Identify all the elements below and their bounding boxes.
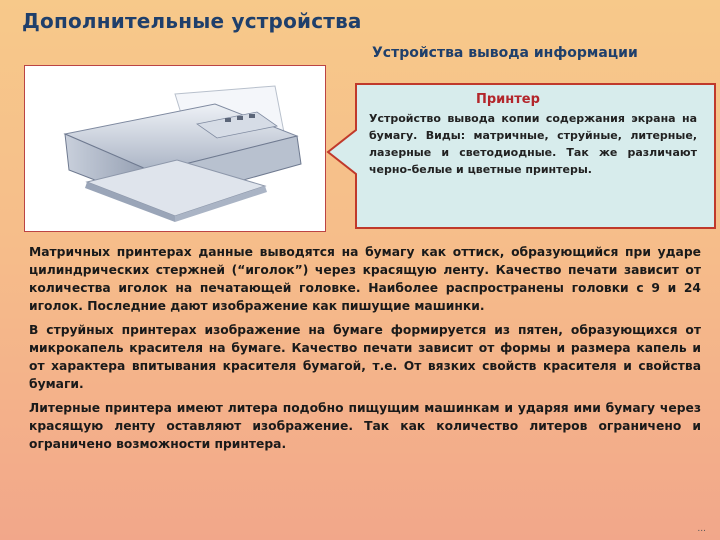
printer-callout <box>326 82 717 230</box>
paragraph-matrix: Матричных принтерах данные выводятся на бумагу как оттиск, образующийся при ударе цилиндрических стержней (“иголок”) через красящую ленту. Качество печати зависит от количества иголок на печатающей головке. Наиболее распространены головки с 9 и 24 иголок. Последние дают изображение как пишущие машинки. <box>29 245 701 313</box>
callout-title: Принтер <box>476 92 540 107</box>
page-title: Дополнительные устройства <box>22 9 362 33</box>
main-text <box>29 243 701 459</box>
paragraph-inkjet: В струйных принтерах изображение на бумаге формируется из пятен, образующихся от микрокапель красителя на бумаге. Качество печати зависит от формы и размера капель и от характера впитывания красителя бумагой, т.е. От вязких свойств красителя и свойства бумаги. <box>29 323 701 391</box>
footer-mark: ... <box>697 524 706 534</box>
callout-body: Устройство вывода копии содержания экрана на бумагу. Виды: матричные, струйные, литерные, лазерные и светодиодные. Так же различают черно-белые и цветные принтеры. <box>369 112 697 176</box>
paragraph-letter: Литерные принтера имеют литера подобно пищущим машинкам и ударяя ими бумагу через красящую ленту оставляют изображение. Так как количество литеров ограничено и ограничено возможности принтера. <box>29 401 701 451</box>
printer-photo <box>24 65 326 232</box>
section-subtitle: Устройства вывода информации <box>372 45 638 61</box>
printer-image-icon <box>25 66 325 231</box>
